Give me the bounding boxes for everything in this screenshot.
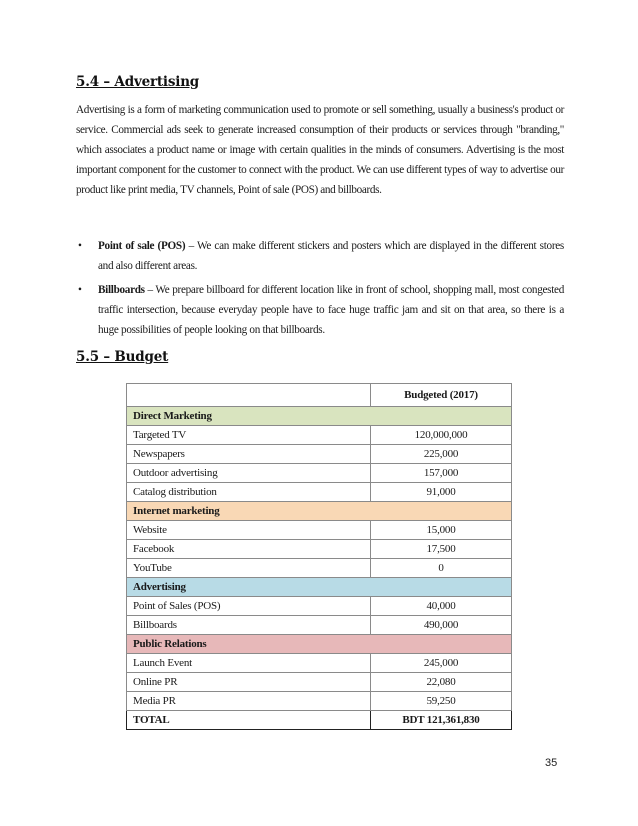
category-label: Internet marketing bbox=[127, 502, 512, 521]
item-label: Online PR bbox=[127, 673, 371, 692]
bullet-icon: • bbox=[78, 284, 82, 296]
total-label: TOTAL bbox=[127, 711, 371, 730]
item-label: Website bbox=[127, 521, 371, 540]
item-amount: 245,000 bbox=[371, 654, 512, 673]
advertising-paragraph: Advertising is a form of marketing communication used to promote or sell something, usually a business's product or service. Commercial ads seek to generate increased consumption of their products or services through "branding," which associates a product name or image with certain qualities in the minds of consumers. Advertising is the most important component for the customer to connect with the product. We can use different types of way to advertise our product like print media, TV channels, Point of sale (POS) and billboards. bbox=[76, 104, 564, 196]
bullet-text: – We can make different stickers and posters which are displayed in the different stores and also different areas. bbox=[98, 240, 564, 272]
item-label: Launch Event bbox=[127, 654, 371, 673]
bullet-icon: • bbox=[78, 240, 82, 252]
item-label: Facebook bbox=[127, 540, 371, 559]
item-label: Billboards bbox=[127, 616, 371, 635]
category-row bbox=[127, 407, 512, 426]
item-label: Media PR bbox=[127, 692, 371, 711]
bullet-title: Billboards bbox=[98, 284, 145, 296]
item-label: Targeted TV bbox=[127, 426, 371, 445]
table-row bbox=[127, 654, 512, 673]
table-row bbox=[127, 464, 512, 483]
category-row bbox=[127, 578, 512, 597]
category-label: Direct Marketing bbox=[127, 407, 512, 426]
item-amount: 0 bbox=[371, 559, 512, 578]
table-row bbox=[127, 483, 512, 502]
item-label: Newspapers bbox=[127, 445, 371, 464]
bullet-text: – We prepare billboard for different location like in front of school, shopping mall, most congested traffic intersection, because everyday people have to face huge traffic jam and sit on that area, so there is a huge possibilities of people looking on that billboards. bbox=[98, 284, 564, 336]
item-amount: 490,000 bbox=[371, 616, 512, 635]
category-row bbox=[127, 635, 512, 654]
table-row bbox=[127, 521, 512, 540]
item-amount: 120,000,000 bbox=[371, 426, 512, 445]
budget-table bbox=[126, 383, 512, 730]
item-amount: 17,500 bbox=[371, 540, 512, 559]
total-row bbox=[127, 711, 512, 730]
table-row bbox=[127, 445, 512, 464]
category-row bbox=[127, 502, 512, 521]
table-header-row bbox=[127, 384, 512, 407]
item-amount: 157,000 bbox=[371, 464, 512, 483]
item-label: Outdoor advertising bbox=[127, 464, 371, 483]
item-amount: 59,250 bbox=[371, 692, 512, 711]
bullet-item-pos bbox=[76, 236, 564, 276]
item-amount: 91,000 bbox=[371, 483, 512, 502]
table-row bbox=[127, 616, 512, 635]
item-label: Catalog distribution bbox=[127, 483, 371, 502]
table-row bbox=[127, 692, 512, 711]
bullet-item-billboards bbox=[76, 280, 564, 340]
advertising-bullet-list bbox=[76, 236, 564, 344]
item-label: YouTube bbox=[127, 559, 371, 578]
bullet-title: Point of sale (POS) bbox=[98, 240, 186, 252]
table-row bbox=[127, 426, 512, 445]
header-cell-empty bbox=[127, 384, 371, 407]
table-row bbox=[127, 540, 512, 559]
category-label: Public Relations bbox=[127, 635, 512, 654]
item-amount: 40,000 bbox=[371, 597, 512, 616]
item-amount: 15,000 bbox=[371, 521, 512, 540]
item-amount: 22,080 bbox=[371, 673, 512, 692]
header-cell-budgeted: Budgeted (2017) bbox=[371, 384, 512, 407]
category-label: Advertising bbox=[127, 578, 512, 597]
table-row bbox=[127, 597, 512, 616]
table-row bbox=[127, 559, 512, 578]
section-heading-advertising: 5.4 – Advertising bbox=[76, 74, 200, 90]
table-row bbox=[127, 673, 512, 692]
item-label: Point of Sales (POS) bbox=[127, 597, 371, 616]
page-number: 35 bbox=[545, 757, 558, 769]
total-amount: BDT 121,361,830 bbox=[371, 711, 512, 730]
section-heading-budget: 5.5 – Budget bbox=[76, 349, 169, 365]
item-amount: 225,000 bbox=[371, 445, 512, 464]
